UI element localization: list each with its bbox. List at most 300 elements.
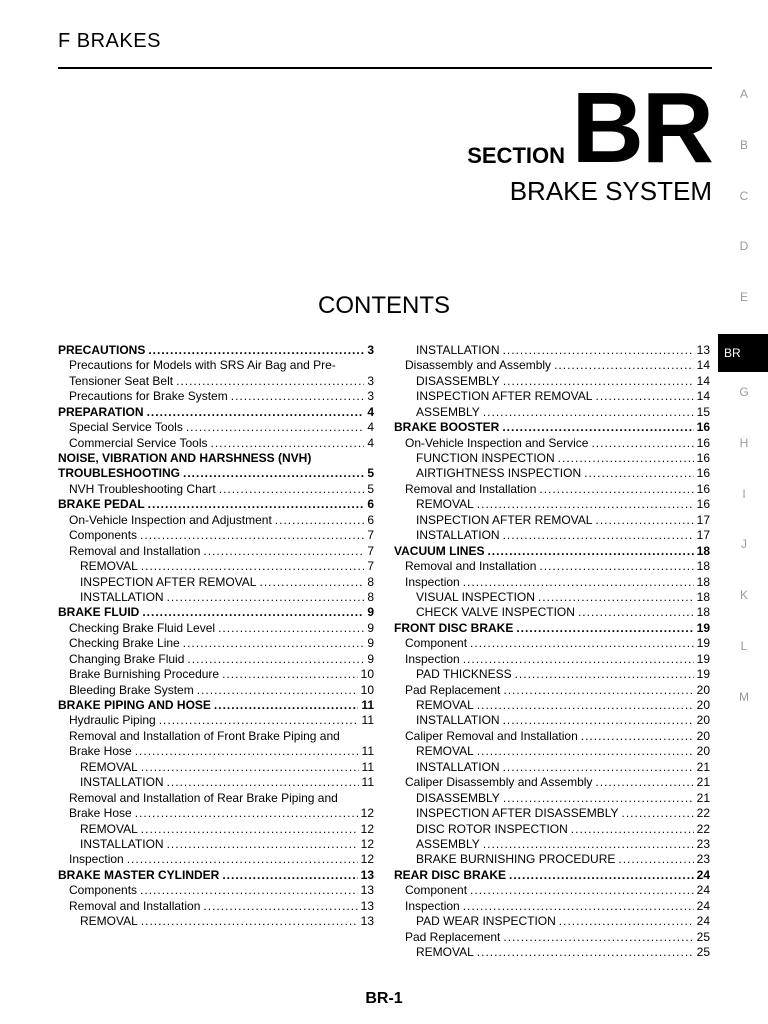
toc-entry[interactable]: [394, 343, 710, 358]
toc-entry-label: NOISE, VIBRATION AND HARSHNESS (NVH): [58, 451, 312, 466]
toc-entry-label: ASSEMBLY: [416, 837, 480, 851]
toc-entry-label: Removal and Installation: [405, 481, 537, 496]
toc-entry-label: REMOVAL: [80, 821, 138, 836]
toc-entry[interactable]: [58, 914, 374, 929]
toc-entry-page: 24: [696, 898, 710, 913]
toc-entry[interactable]: [394, 914, 710, 929]
toc-entry-page: 7: [367, 528, 374, 543]
toc-entry[interactable]: [58, 467, 374, 482]
toc-entry-label: REMOVAL: [416, 698, 474, 713]
toc-entry-page: 21: [696, 775, 710, 790]
toc-entry[interactable]: [58, 559, 374, 574]
toc-entry-label: FRONT DISC BRAKE: [394, 620, 514, 635]
toc-entry[interactable]: [394, 806, 710, 821]
toc-entry-label: Removal and Installation: [69, 898, 201, 913]
toc-entry[interactable]: [394, 605, 710, 620]
toc-entry[interactable]: [394, 482, 710, 497]
toc-leader-dots: [186, 420, 364, 435]
toc-entry-page: 19: [696, 636, 710, 651]
toc-entry-label: VISUAL INSPECTION: [416, 590, 535, 604]
toc-entry[interactable]: [58, 420, 374, 435]
toc-entry-page: 19: [696, 651, 710, 666]
section-index-tab[interactable]: J: [741, 537, 747, 552]
toc-entry-label: Removal and Installation: [69, 543, 201, 558]
toc-entry-label: REMOVAL: [80, 914, 138, 929]
toc-entry-page: 11: [361, 744, 374, 759]
toc-entry[interactable]: [394, 358, 710, 373]
toc-entry[interactable]: [394, 467, 710, 482]
toc-leader-dots: [539, 559, 693, 574]
toc-entry[interactable]: [394, 436, 710, 451]
toc-entry-label: Commercial Service Tools: [69, 435, 208, 450]
toc-entry-page: 18: [696, 574, 710, 589]
toc-entry-page: 16: [696, 451, 710, 466]
toc-entry[interactable]: [58, 806, 374, 821]
toc-entry-label: INSPECTION AFTER REMOVAL: [80, 574, 257, 589]
toc-leader-dots: [183, 467, 364, 482]
toc-entry-page: 12: [360, 821, 374, 836]
toc-entry-label: DISASSEMBLY: [416, 790, 500, 805]
toc-entry-label: REMOVAL: [416, 497, 474, 512]
section-title: BRAKE SYSTEM: [509, 176, 712, 206]
toc-leader-dots: [502, 420, 693, 435]
toc-entry-page: 20: [696, 713, 710, 728]
toc-entry-label: INSTALLATION: [80, 837, 164, 851]
toc-leader-dots: [578, 605, 694, 620]
toc-entry[interactable]: [58, 868, 374, 883]
toc-entry[interactable]: [58, 837, 374, 852]
toc-entry[interactable]: [394, 389, 710, 404]
section-index-tab[interactable]: K: [739, 588, 748, 603]
toc-entry[interactable]: [58, 451, 374, 466]
toc-entry-label: PAD THICKNESS: [416, 667, 512, 682]
toc-entry-page: 10: [360, 682, 374, 697]
toc-entry-label: Inspection: [69, 852, 124, 867]
toc-entry-label: REMOVAL: [80, 559, 138, 574]
header-rule: [58, 67, 712, 69]
toc-entry[interactable]: [58, 744, 374, 759]
toc-entry[interactable]: [58, 343, 374, 358]
toc-entry[interactable]: [394, 451, 710, 466]
toc-entry-label: On-Vehicle Inspection and Adjustment: [69, 512, 272, 527]
toc-entry[interactable]: [58, 436, 374, 451]
toc-leader-dots: [167, 590, 365, 605]
toc-entry-label: REMOVAL: [416, 945, 474, 960]
toc-leader-dots: [214, 698, 358, 713]
toc-entry-page: 14: [696, 358, 710, 373]
section-code: BR: [571, 72, 712, 184]
toc-leader-dots: [203, 899, 357, 914]
toc-leader-dots: [463, 575, 694, 590]
toc-entry-page: 3: [367, 389, 374, 404]
toc-entry[interactable]: [394, 868, 710, 883]
toc-entry-label: Component: [405, 883, 468, 898]
toc-entry-page: 20: [696, 728, 710, 743]
toc-entry[interactable]: [58, 513, 374, 528]
toc-leader-dots: [470, 883, 694, 898]
toc-entry[interactable]: [58, 760, 374, 775]
toc-entry[interactable]: [394, 667, 710, 682]
toc-leader-dots: [470, 636, 694, 651]
toc-entry-label: INSPECTION AFTER REMOVAL: [416, 389, 593, 404]
toc-entry-page: 20: [696, 744, 710, 759]
toc-entry[interactable]: [394, 852, 710, 867]
toc-entry[interactable]: [394, 760, 710, 775]
toc-entry[interactable]: [394, 744, 710, 759]
toc-entry-page: 4: [367, 420, 374, 435]
toc-leader-dots: [516, 621, 693, 636]
toc-leader-dots: [148, 497, 365, 512]
toc-leader-dots: [477, 698, 694, 713]
toc-entry[interactable]: [394, 374, 710, 389]
toc-leader-dots: [503, 528, 694, 543]
toc-entry-page: 12: [360, 852, 374, 867]
toc-entry-label: Pad Replacement: [405, 682, 501, 697]
toc-entry-label: Inspection: [405, 898, 460, 913]
toc-entry[interactable]: [58, 729, 374, 744]
toc-leader-dots: [141, 760, 359, 775]
toc-entry-page: 22: [696, 821, 710, 836]
toc-entry[interactable]: [394, 559, 710, 574]
toc-entry-label: Checking Brake Fluid Level: [69, 620, 216, 635]
toc-entry-label: Components: [69, 528, 138, 543]
section-index-tab[interactable]: A: [739, 87, 748, 101]
toc-entry[interactable]: [58, 389, 374, 404]
toc-entry[interactable]: [58, 590, 374, 605]
toc-entry-label: FUNCTION INSPECTION: [416, 451, 555, 466]
toc-entry-label: BRAKE FLUID: [58, 605, 140, 620]
toc-entry-label: BRAKE BURNISHING PROCEDURE: [416, 852, 616, 867]
toc-leader-dots: [571, 822, 694, 837]
toc-entry[interactable]: [58, 497, 374, 512]
toc-entry-label: Components: [69, 883, 138, 898]
toc-leader-dots: [539, 482, 693, 497]
toc-entry[interactable]: [394, 405, 710, 420]
section-index-tab[interactable]: B: [739, 137, 748, 152]
toc-entry[interactable]: [394, 544, 710, 559]
toc-leader-dots: [167, 775, 359, 790]
toc-entry-page: 18: [696, 543, 710, 558]
toc-right-column: [394, 343, 710, 961]
toc-entry-page: 9: [367, 620, 374, 635]
toc-leader-dots: [219, 482, 365, 497]
toc-leader-dots: [176, 374, 364, 389]
toc-entry[interactable]: [58, 667, 374, 682]
toc-entry-label: DISASSEMBLY: [416, 373, 500, 388]
toc-entry[interactable]: [394, 791, 710, 806]
toc-entry-label: INSTALLATION: [416, 343, 500, 357]
toc-entry-label: Caliper Disassembly and Assembly: [405, 775, 593, 790]
toc-entry-page: 8: [367, 590, 374, 604]
toc-entry[interactable]: [58, 358, 374, 373]
toc-entry-label: INSTALLATION: [416, 713, 500, 728]
toc-entry[interactable]: [58, 883, 374, 898]
toc-entry-label: Inspection: [405, 651, 460, 666]
toc-entry-label: REMOVAL: [416, 744, 474, 759]
toc-leader-dots: [595, 513, 693, 528]
toc-entry[interactable]: [58, 605, 374, 620]
toc-entry[interactable]: [58, 544, 374, 559]
toc-entry-page: 12: [360, 837, 374, 851]
toc-leader-dots: [477, 945, 694, 960]
toc-entry-label: INSPECTION AFTER DISASSEMBLY: [416, 806, 619, 821]
toc-entry[interactable]: [394, 590, 710, 605]
toc-entry[interactable]: [58, 405, 374, 420]
toc-entry-page: 9: [367, 605, 374, 620]
toc-entry-page: 5: [367, 481, 374, 496]
section-index-tab[interactable]: C: [739, 188, 749, 203]
toc-entry-page: 20: [696, 698, 710, 713]
toc-entry-page: 24: [696, 883, 710, 898]
section-index-tab[interactable]: G: [739, 384, 749, 399]
toc-entry[interactable]: [394, 930, 710, 945]
toc-entry-label: VACUUM LINES: [394, 543, 485, 558]
toc-leader-dots: [135, 806, 358, 821]
toc-entry-label: NVH Troubleshooting Chart: [69, 481, 216, 496]
toc-entry-page: 25: [696, 945, 710, 960]
toc-entry-page: 17: [696, 512, 710, 527]
toc-leader-dots: [167, 837, 358, 852]
toc-entry[interactable]: [394, 497, 710, 512]
toc-entry[interactable]: [58, 652, 374, 667]
toc-entry-page: 9: [367, 636, 374, 651]
toc-entry-label: ASSEMBLY: [416, 404, 480, 419]
toc-entry[interactable]: [58, 791, 374, 806]
toc-leader-dots: [187, 652, 364, 667]
toc-entry-page: 14: [696, 389, 710, 404]
toc-entry-label: BRAKE MASTER CYLINDER: [58, 867, 220, 882]
toc-leader-dots: [483, 837, 694, 852]
toc-leader-dots: [581, 729, 694, 744]
toc-entry-page: 12: [360, 806, 374, 821]
toc-leader-dots: [203, 544, 364, 559]
toc-entry[interactable]: [394, 652, 710, 667]
toc-entry-label: Removal and Installation of Front Brake Piping and: [69, 728, 340, 743]
toc-entry[interactable]: [394, 513, 710, 528]
toc-entry-label: INSTALLATION: [416, 528, 500, 543]
section-index-tab[interactable]: D: [739, 239, 749, 254]
toc-leader-dots: [197, 683, 358, 698]
toc-entry-page: 13: [360, 883, 374, 898]
toc-leader-dots: [515, 667, 694, 682]
toc-entry-label: INSTALLATION: [80, 590, 164, 604]
toc-entry-label: Brake Hose: [69, 744, 132, 759]
toc-entry-page: 13: [360, 898, 374, 913]
toc-entry[interactable]: [58, 482, 374, 497]
toc-entry-label: BRAKE PEDAL: [58, 497, 145, 512]
toc-entry-label: AIRTIGHTNESS INSPECTION: [416, 466, 582, 481]
toc-entry-page: 13: [360, 867, 374, 882]
toc-entry-label: Bleeding Brake System: [69, 682, 194, 697]
toc-entry[interactable]: [394, 636, 710, 651]
toc-entry-label: Checking Brake Line: [69, 636, 180, 651]
toc-entry[interactable]: [58, 683, 374, 698]
toc-leader-dots: [141, 822, 358, 837]
toc-entry-label: BRAKE BOOSTER: [394, 420, 500, 435]
toc-leader-dots: [218, 621, 364, 636]
toc-leader-dots: [483, 405, 694, 420]
toc-leader-dots: [595, 389, 693, 404]
toc-entry-label: Inspection: [405, 574, 460, 589]
toc-entry-page: 15: [696, 404, 710, 419]
toc-entry-label: Pad Replacement: [405, 929, 501, 944]
toc-entry-label: Removal and Installation: [405, 559, 537, 574]
toc-entry-page: 25: [696, 929, 710, 944]
toc-entry-label: Precautions for Brake System: [69, 389, 228, 404]
toc-leader-dots: [487, 544, 693, 559]
toc-entry-page: 10: [360, 667, 374, 682]
toc-entry[interactable]: [58, 636, 374, 651]
toc-entry[interactable]: [58, 575, 374, 590]
toc-entry-page: 6: [367, 512, 374, 527]
toc-entry-page: 16: [696, 435, 710, 450]
toc-entry[interactable]: [394, 621, 710, 636]
toc-entry-label: CHECK VALVE INSPECTION: [416, 605, 575, 620]
toc-entry-label: PRECAUTIONS: [58, 343, 146, 357]
toc-entry-page: 11: [361, 713, 374, 728]
toc-entry-label: INSPECTION AFTER REMOVAL: [416, 512, 593, 527]
toc-leader-dots: [211, 436, 365, 451]
toc-entry-label: TROUBLESHOOTING: [58, 466, 180, 481]
toc-leader-dots: [558, 451, 694, 466]
toc-entry-label: REAR DISC BRAKE: [394, 867, 507, 882]
toc-entry-page: 4: [367, 435, 374, 450]
toc-entry-page: 22: [696, 806, 710, 821]
toc-entry[interactable]: [394, 837, 710, 852]
section-index-tab[interactable]: E: [739, 290, 748, 305]
header-title: F BRAKES: [58, 30, 161, 52]
toc-entry-label: REMOVAL: [80, 759, 138, 774]
toc-left-column: [58, 343, 374, 930]
toc-leader-dots: [142, 605, 364, 620]
section-word: SECTION: [467, 143, 565, 168]
toc-leader-dots: [231, 389, 365, 404]
toc-leader-dots: [259, 575, 364, 590]
toc-entry-label: INSTALLATION: [80, 775, 164, 790]
toc-entry-page: 11: [361, 775, 374, 790]
toc-entry-label: Brake Hose: [69, 806, 132, 821]
toc-leader-dots: [503, 683, 693, 698]
toc-leader-dots: [584, 467, 694, 482]
toc-entry[interactable]: [58, 528, 374, 543]
toc-entry-page: 3: [367, 373, 374, 388]
toc-entry-page: 24: [696, 914, 710, 929]
toc-leader-dots: [509, 868, 694, 883]
toc-entry-label: BRAKE PIPING AND HOSE: [58, 698, 211, 713]
toc-leader-dots: [275, 513, 365, 528]
toc-leader-dots: [503, 374, 694, 389]
toc-leader-dots: [503, 930, 693, 945]
toc-entry-page: 19: [696, 620, 710, 635]
toc-entry-label: Tensioner Seat Belt: [69, 373, 174, 388]
toc-entry[interactable]: [394, 775, 710, 790]
toc-leader-dots: [559, 914, 694, 929]
toc-entry-label: On-Vehicle Inspection and Service: [405, 435, 589, 450]
toc-entry[interactable]: [58, 899, 374, 914]
toc-entry[interactable]: [394, 575, 710, 590]
toc-leader-dots: [463, 899, 694, 914]
toc-entry-page: 16: [696, 466, 710, 481]
toc-entry[interactable]: [58, 374, 374, 389]
toc-leader-dots: [140, 528, 364, 543]
toc-entry-page: 20: [696, 682, 710, 697]
toc-leader-dots: [477, 744, 694, 759]
toc-leader-dots: [463, 652, 694, 667]
toc-entry[interactable]: [394, 945, 710, 960]
toc-entry-page: 7: [367, 543, 374, 558]
toc-entry[interactable]: [58, 852, 374, 867]
toc-entry[interactable]: [394, 698, 710, 713]
toc-entry[interactable]: [394, 714, 710, 729]
section-index-tab[interactable]: M: [739, 689, 749, 704]
toc-entry-page: 11: [361, 698, 374, 713]
toc-leader-dots: [538, 590, 694, 605]
toc-entry-page: 7: [367, 559, 374, 574]
section-index-tab[interactable]: BR: [718, 334, 768, 372]
toc-entry-page: 5: [367, 466, 374, 481]
toc-entry[interactable]: [58, 621, 374, 636]
toc-entry[interactable]: [394, 420, 710, 435]
toc-leader-dots: [477, 497, 694, 512]
toc-leader-dots: [127, 852, 358, 867]
toc-leader-dots: [503, 714, 694, 729]
toc-entry[interactable]: [394, 729, 710, 744]
toc-entry-page: 17: [696, 528, 710, 543]
toc-entry-page: 9: [367, 651, 374, 666]
toc-entry-page: 6: [367, 497, 374, 512]
section-index-tab[interactable]: H: [739, 435, 749, 450]
toc-entry[interactable]: [394, 822, 710, 837]
section-index-tab[interactable]: I: [742, 486, 746, 501]
toc-entry-label: Component: [405, 636, 468, 651]
toc-entry-page: 24: [696, 867, 710, 882]
toc-entry-page: 18: [696, 559, 710, 574]
toc-entry-page: 21: [696, 790, 710, 805]
toc-entry-page: 14: [696, 373, 710, 388]
toc-leader-dots: [135, 744, 359, 759]
toc-entry-label: Precautions for Models with SRS Air Bag and Pre-: [69, 358, 336, 373]
toc-entry-label: Brake Burnishing Procedure: [69, 667, 220, 682]
toc-entry-page: 8: [367, 574, 374, 589]
toc-leader-dots: [147, 405, 365, 420]
toc-entry[interactable]: [58, 775, 374, 790]
toc-entry[interactable]: [394, 528, 710, 543]
toc-entry-label: Caliper Removal and Installation: [405, 728, 578, 743]
toc-entry[interactable]: [58, 698, 374, 713]
toc-leader-dots: [222, 667, 358, 682]
toc-entry-page: 16: [696, 420, 710, 435]
toc-leader-dots: [148, 343, 364, 358]
toc-entry[interactable]: [394, 683, 710, 698]
toc-entry[interactable]: [58, 714, 374, 729]
toc-entry-label: INSTALLATION: [416, 759, 500, 774]
toc-entry-label: PREPARATION: [58, 404, 144, 419]
toc-leader-dots: [595, 775, 693, 790]
toc-entry[interactable]: [58, 822, 374, 837]
page-number: BR-1: [365, 990, 403, 1007]
toc-entry-label: Removal and Installation of Rear Brake Piping and: [69, 790, 338, 805]
toc-leader-dots: [591, 436, 693, 451]
section-index-tab[interactable]: L: [740, 638, 748, 653]
toc-leader-dots: [503, 343, 694, 358]
toc-entry[interactable]: [394, 899, 710, 914]
toc-leader-dots: [622, 806, 694, 821]
toc-entry[interactable]: [394, 883, 710, 898]
toc-leader-dots: [159, 714, 359, 729]
toc-leader-dots: [140, 883, 358, 898]
toc-leader-dots: [503, 760, 694, 775]
toc-leader-dots: [141, 559, 365, 574]
